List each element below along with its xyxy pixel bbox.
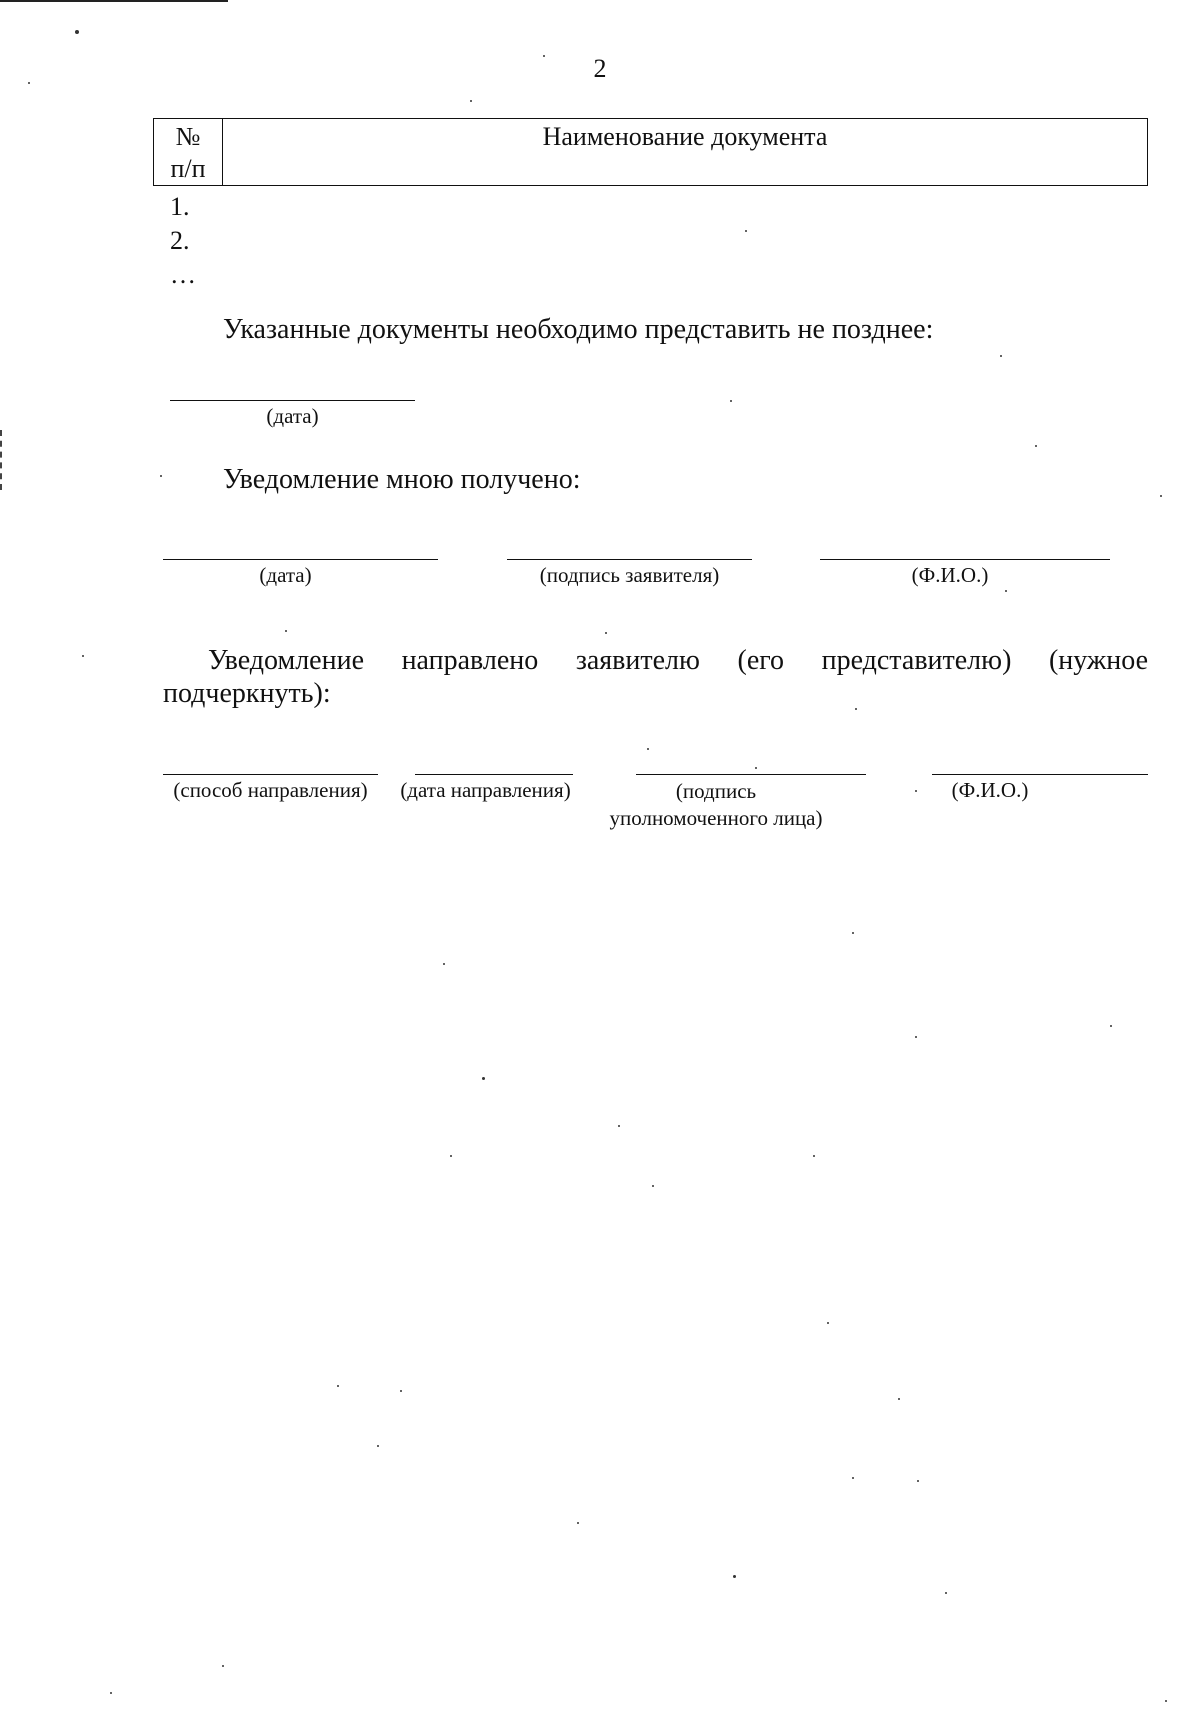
deadline-text: Указанные документы необходимо представить не позднее: bbox=[223, 314, 934, 345]
scan-speck bbox=[470, 100, 472, 102]
received-date-caption: (дата) bbox=[259, 563, 312, 587]
scan-speck bbox=[1160, 495, 1162, 497]
sent-text-line1 bbox=[163, 645, 1148, 677]
received-text: Уведомление мною получено: bbox=[223, 464, 581, 495]
scan-speck bbox=[1000, 355, 1002, 357]
scan-speck bbox=[285, 630, 287, 632]
scan-speck bbox=[75, 30, 79, 34]
deadline-date-caption: (дата) bbox=[266, 404, 319, 428]
scan-speck bbox=[855, 708, 857, 710]
sent-signature-caption: (подпись уполномоченного лица) bbox=[609, 779, 823, 830]
sent-word: (его bbox=[737, 645, 785, 676]
scan-edge-mark bbox=[0, 430, 2, 490]
scan-speck bbox=[915, 790, 917, 792]
sent-word: заявителю bbox=[575, 645, 700, 676]
scan-speck bbox=[652, 1185, 654, 1187]
scan-speck bbox=[443, 963, 445, 965]
scan-speck bbox=[28, 82, 30, 84]
table-header-name bbox=[223, 119, 1147, 185]
page-number: 2 bbox=[593, 54, 607, 83]
scan-speck bbox=[898, 1398, 900, 1400]
scan-speck bbox=[852, 1477, 854, 1479]
table-row: … bbox=[170, 260, 196, 289]
scan-speck bbox=[377, 1445, 379, 1447]
scan-speck bbox=[543, 55, 545, 57]
scan-speck bbox=[745, 230, 747, 232]
scan-speck bbox=[1035, 445, 1037, 447]
received-signature-caption: (подпись заявителя) bbox=[539, 563, 720, 587]
sent-fio-line bbox=[932, 774, 1148, 775]
deadline-date-line bbox=[170, 400, 415, 401]
scan-speck bbox=[852, 932, 854, 934]
scan-speck bbox=[647, 748, 649, 750]
scan-speck bbox=[917, 1480, 919, 1482]
scan-speck bbox=[605, 632, 607, 634]
sent-word: направлено bbox=[401, 645, 539, 676]
scan-speck bbox=[82, 655, 84, 657]
received-date-line bbox=[163, 559, 438, 560]
received-fio-caption: (Ф.И.О.) bbox=[911, 563, 989, 587]
sent-date-line bbox=[415, 774, 573, 775]
scan-speck bbox=[482, 1077, 485, 1080]
scan-speck bbox=[400, 1390, 402, 1392]
scan-speck bbox=[755, 767, 757, 769]
table-rows bbox=[170, 190, 210, 292]
scan-speck bbox=[733, 1575, 736, 1578]
table-header-number bbox=[154, 119, 223, 185]
sent-fio-caption: (Ф.И.О.) bbox=[951, 778, 1029, 802]
table-header-number-label: № п/п bbox=[170, 122, 206, 183]
received-fio-line bbox=[820, 559, 1110, 560]
scan-speck bbox=[730, 400, 732, 402]
scan-speck bbox=[1005, 590, 1007, 592]
documents-table bbox=[153, 118, 1148, 186]
sent-method-line bbox=[163, 774, 378, 775]
scan-speck bbox=[813, 1155, 815, 1157]
scan-speck bbox=[160, 475, 162, 477]
scan-speck bbox=[618, 1125, 620, 1127]
scan-speck bbox=[915, 1036, 917, 1038]
sent-text-line2: подчеркнуть): bbox=[163, 678, 331, 709]
scan-speck bbox=[450, 1155, 452, 1157]
top-rule bbox=[0, 0, 228, 2]
scan-speck bbox=[1165, 1700, 1167, 1702]
sent-signature-line bbox=[636, 774, 866, 775]
sent-word: (нужное bbox=[1048, 645, 1148, 676]
scan-speck bbox=[1110, 1025, 1112, 1027]
sent-word: Уведомление bbox=[208, 645, 365, 676]
scan-speck bbox=[577, 1522, 579, 1524]
sent-word: представителю) bbox=[821, 645, 1012, 676]
scan-speck bbox=[337, 1385, 339, 1387]
sent-method-caption: (способ направления) bbox=[173, 778, 368, 802]
table-header-name-label: Наименование документа bbox=[542, 122, 828, 151]
table-row: 1. bbox=[170, 192, 190, 221]
scan-speck bbox=[110, 1692, 112, 1694]
received-signature-line bbox=[507, 559, 752, 560]
scan-speck bbox=[827, 1322, 829, 1324]
scan-speck bbox=[945, 1592, 947, 1594]
table-row: 2. bbox=[170, 226, 190, 255]
sent-date-caption: (дата направления) bbox=[400, 778, 571, 802]
scan-speck bbox=[222, 1665, 224, 1667]
